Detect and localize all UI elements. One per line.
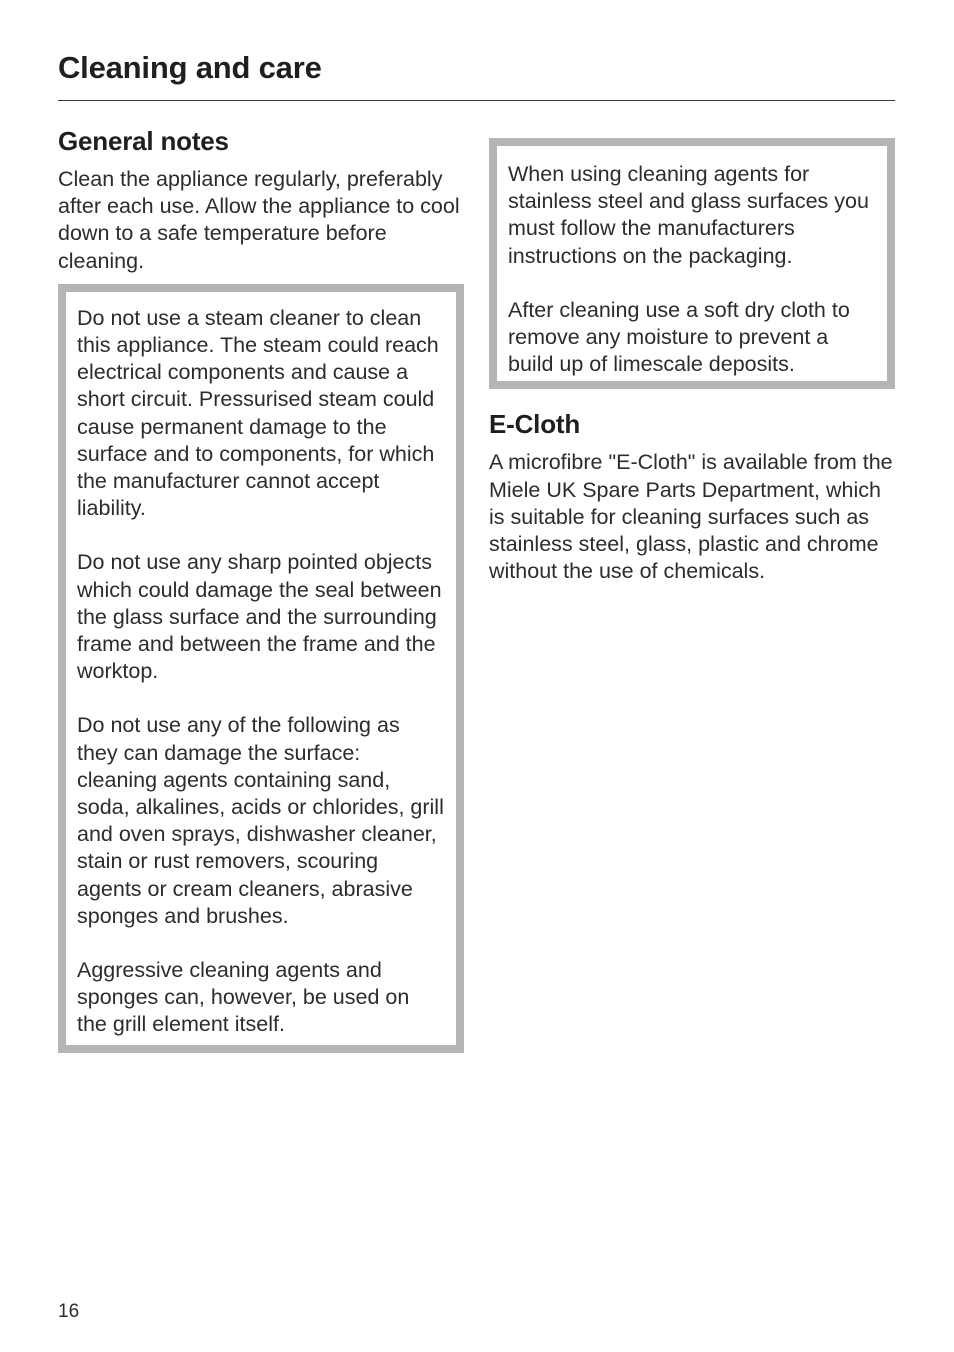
general-notes-heading: General notes	[58, 126, 229, 156]
ecloth-heading: E-Cloth	[489, 409, 581, 440]
general-notes-intro: Clean the appliance regularly, preferably after each use. Allow the appliance to cool down to a safe temperature before cleaning.	[58, 167, 460, 273]
title-divider	[58, 100, 895, 101]
page-title: Cleaning and care	[58, 50, 322, 85]
page-number: 16	[58, 1301, 80, 1322]
warning-paragraph-grill-element: Aggressive cleaning agents and sponges can, however, be used on the grill element itself.	[77, 958, 410, 1037]
warning-box-general	[58, 284, 464, 1053]
left-column	[58, 124, 464, 1053]
warning-paragraph-sharp-objects: Do not use any sharp pointed objects which could damage the seal between the glass surface and the surrounding frame and between the frame and the worktop.	[77, 550, 442, 684]
right-column	[489, 138, 895, 585]
warning-box-stainless	[489, 138, 895, 389]
warning-paragraph-cleaning-agents: Do not use any of the following as they can damage the surface: cleaning agents containing sand, soda, alkalines, acids or chlorides, grill and oven sprays, dishwasher cleaner, stain or rust removers, scouring agents or cream cleaners, abrasive sponges and brushes.	[77, 713, 444, 928]
stainless-note-dry-cloth: After cleaning use a soft dry cloth to remove any moisture to prevent a build up of limescale deposits.	[508, 297, 850, 377]
stainless-note-manufacturer: When using cleaning agents for stainless steel and glass surfaces you must follow the manufacturers instructions on the packaging.	[508, 162, 869, 268]
warning-paragraph-steam-cleaner: Do not use a steam cleaner to clean this appliance. The steam could reach electrical components and cause a short circuit. Pressurised steam could cause permanent damage to the surface and to components, for which the manufacturer cannot accept liability.	[77, 305, 439, 521]
ecloth-text: A microfibre "E-Cloth" is available from the Miele UK Spare Parts Department, which is suitable for cleaning surfaces such as stainless steel, glass, plastic and chrome without the use of chemicals.	[489, 450, 893, 584]
